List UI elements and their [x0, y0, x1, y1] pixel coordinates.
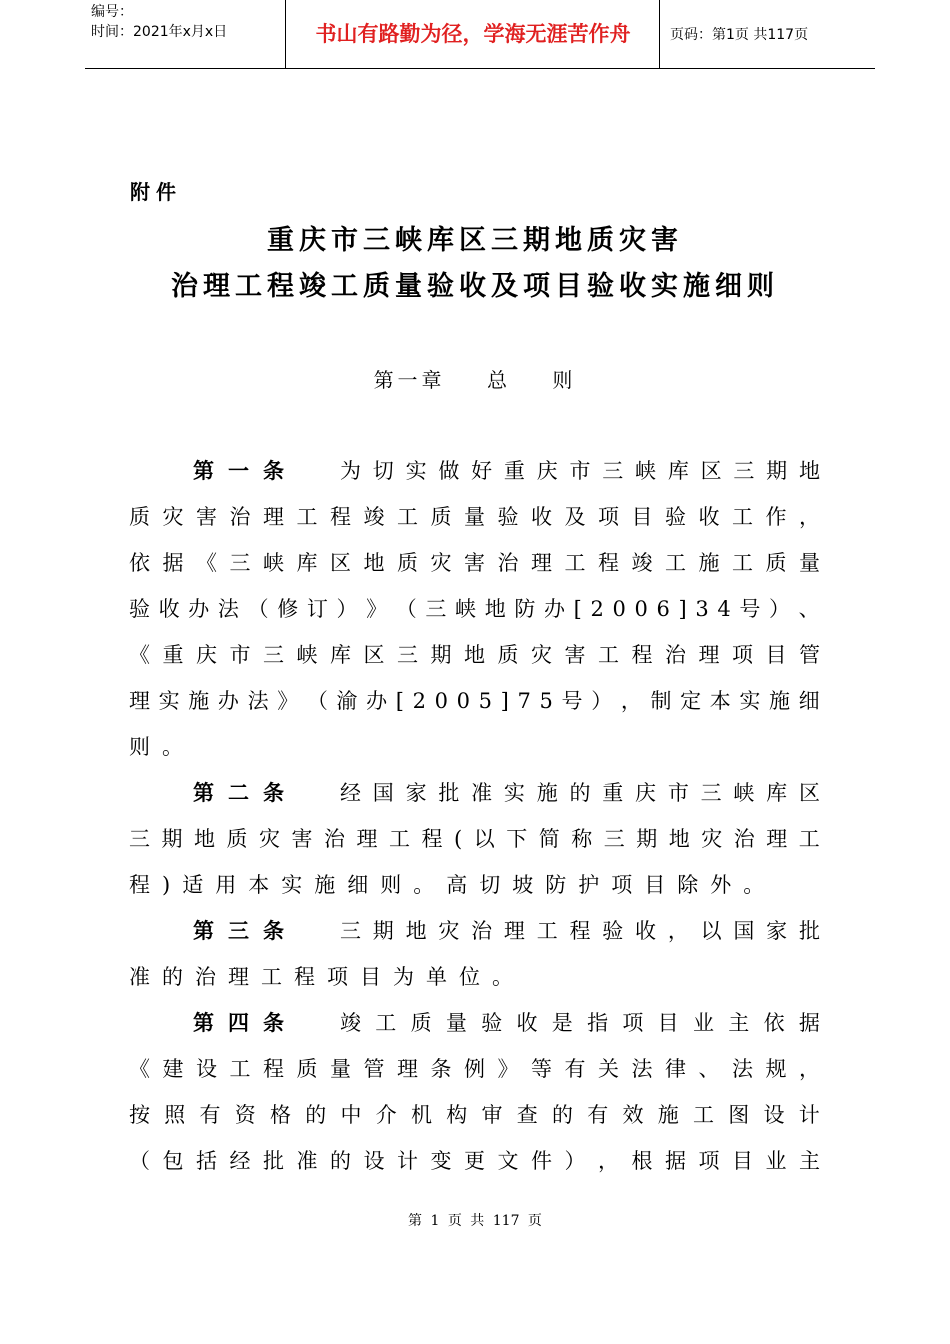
article-label: 第二条: [193, 780, 298, 805]
article-3-line: 准的治理工程项目为单位。: [129, 965, 525, 989]
page-header: [85, 0, 875, 69]
article-4-line: 《 建 设 工 程 质 量 管 理 条 例 》 等 有 关 法 律 、 法 规 ，: [129, 1057, 820, 1081]
article-2-line: 程)适用本实施细则。高切坡防护项目除外。: [129, 873, 777, 897]
article-label: 第一条: [193, 458, 298, 483]
article-4-line: （ 包 括 经 批 准 的 设 计 变 更 文 件 ） ， 根 据 项 目 业 主: [129, 1149, 820, 1173]
page-footer: 第 1 页 共 117 页: [408, 1213, 542, 1229]
article-2-line: 第二条 经 国 家 批 准 实 施 的 重 庆 市 三 峡 库 区: [129, 770, 820, 816]
header-divider: [285, 0, 286, 68]
header-motto: 书山有路勤为径，学海无涯苦作舟: [315, 22, 631, 46]
article-1-line: 理 实 施 办 法 》 （ 渝 办 [ 2 0 0 5 ] 7 5 号 ） ， 制 定 本 实 施 细: [129, 689, 820, 713]
document-title-line-2: 治理工程竣工质量验收及项目验收实施细则: [171, 271, 779, 302]
article-label: 第三条: [193, 918, 298, 943]
article-4-line: 第四条 竣 工 质 量 验 收 是 指 项 目 业 主 依 据: [129, 1000, 820, 1046]
article-1-line: 验 收 办 法 （ 修 订 ） 》 （ 三 峡 地 防 办 [ 2 0 0 6 ] 3 4 号 ） 、: [129, 597, 820, 621]
document-body: [129, 448, 820, 1184]
chapter-heading: 第一章 总 则: [373, 368, 577, 392]
article-2-line: 三 期 地 质 灾 害 治 理 工 程 ( 以 下 简 称 三 期 地 灾 治 理 工: [129, 827, 820, 851]
attachment-label: 附件: [130, 180, 182, 204]
document-title-line-1: 重庆市三峡库区三期地质灾害: [267, 225, 683, 256]
article-1-line: 质 灾 害 治 理 工 程 竣 工 质 量 验 收 及 项 目 验 收 工 作 ，: [129, 505, 820, 529]
article-1-line: 《 重 庆 市 三 峡 库 区 三 期 地 质 灾 害 工 程 治 理 项 目 管: [129, 643, 820, 667]
article-1-line: 依 据 《 三 峡 库 区 地 质 灾 害 治 理 工 程 竣 工 施 工 质 量: [129, 551, 820, 575]
number-label: 编号：: [91, 4, 133, 20]
article-3-line: 第三条 三 期 地 灾 治 理 工 程 验 收 ， 以 国 家 批: [129, 908, 820, 954]
article-label: 第四条: [193, 1010, 298, 1035]
article-4-line: 按 照 有 资 格 的 中 介 机 构 审 查 的 有 效 施 工 图 设 计: [129, 1103, 820, 1127]
header-meta: [91, 2, 227, 42]
header-divider: [659, 0, 660, 68]
time-label: 时间：2021年x月x日: [91, 24, 228, 40]
header-page-info: 页码：第1页 共117页: [670, 27, 809, 43]
article-1-line: 则。: [129, 735, 195, 759]
article-1-line: 第一条 为 切 实 做 好 重 庆 市 三 峡 库 区 三 期 地: [129, 448, 820, 494]
